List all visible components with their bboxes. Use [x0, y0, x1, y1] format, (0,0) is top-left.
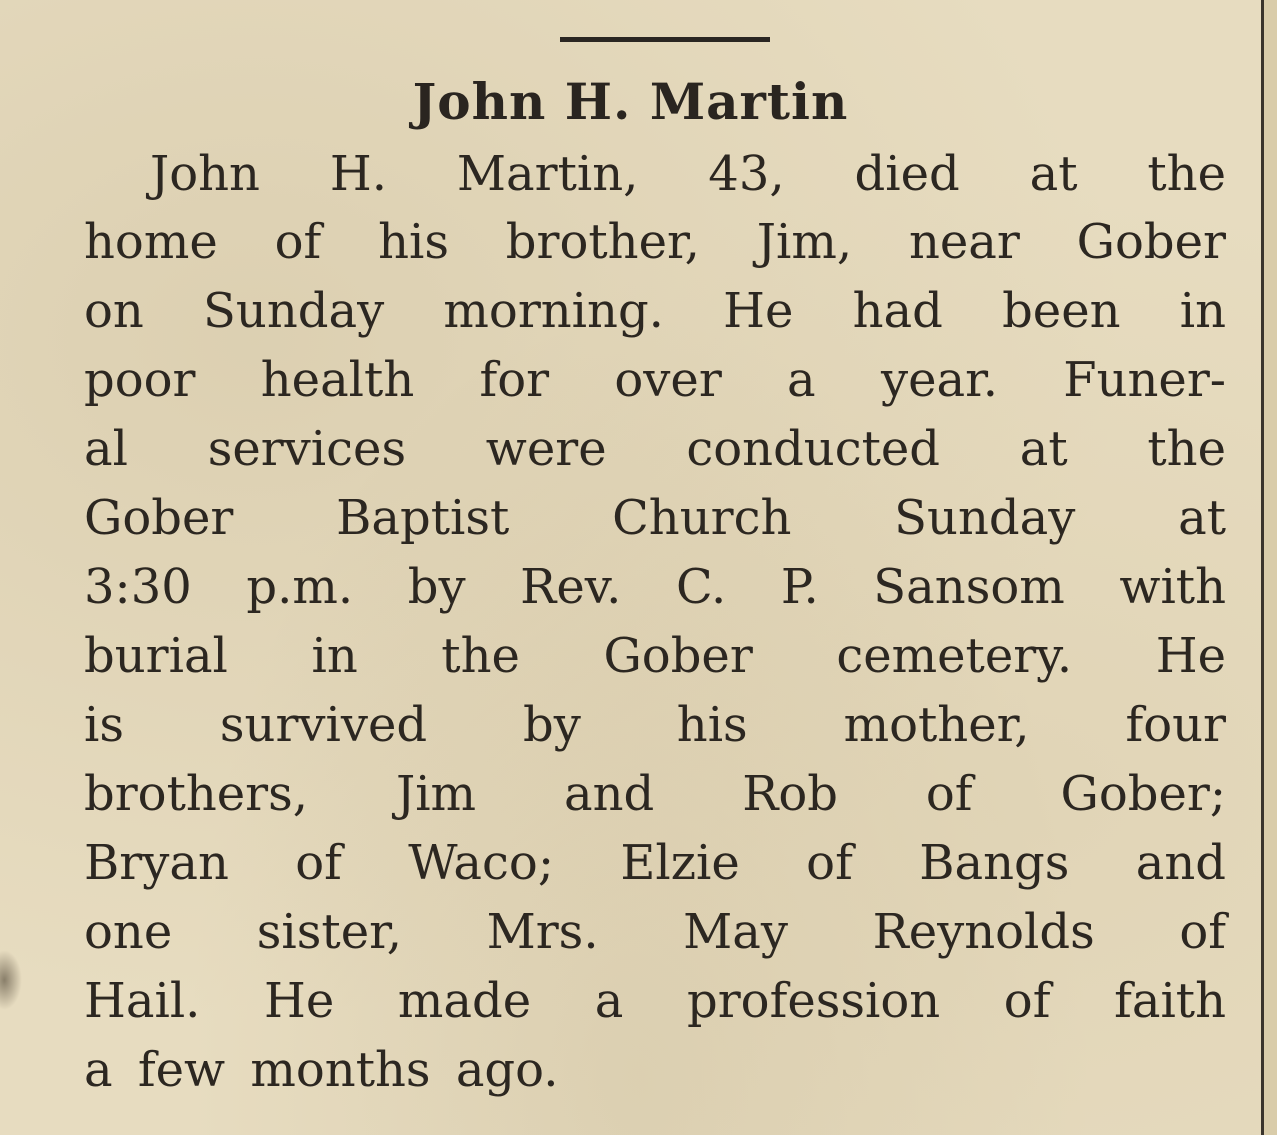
body-line: brothers, Jim and Rob of Gober; [84, 766, 1226, 822]
body-line: a few months ago. [84, 1042, 559, 1098]
body-line: al services were conducted at the [84, 421, 1226, 477]
top-divider-rule [560, 37, 770, 42]
body-line: Hail. He made a profession of faith [84, 973, 1226, 1029]
body-line: on Sunday morning. He had been in [84, 283, 1226, 339]
body-line: is survived by his mother, four [84, 697, 1226, 753]
page-margin-strip [1264, 0, 1277, 1135]
body-line: poor health for over a year. Funer- [84, 352, 1226, 408]
body-line: John H. Martin, 43, died at the [150, 146, 1226, 202]
body-line: Bryan of Waco; Elzie of Bangs and [84, 835, 1226, 891]
body-line: burial in the Gober cemetery. He [84, 628, 1226, 684]
body-line: one sister, Mrs. May Reynolds of [84, 904, 1226, 960]
body-line: 3:30 p.m. by Rev. C. P. Sansom with [84, 559, 1226, 615]
obituary-headline: John H. Martin [412, 72, 849, 131]
ink-blot-mark [0, 950, 22, 1010]
body-line: Gober Baptist Church Sunday at [84, 490, 1226, 546]
body-line: home of his brother, Jim, near Gober [84, 214, 1226, 270]
